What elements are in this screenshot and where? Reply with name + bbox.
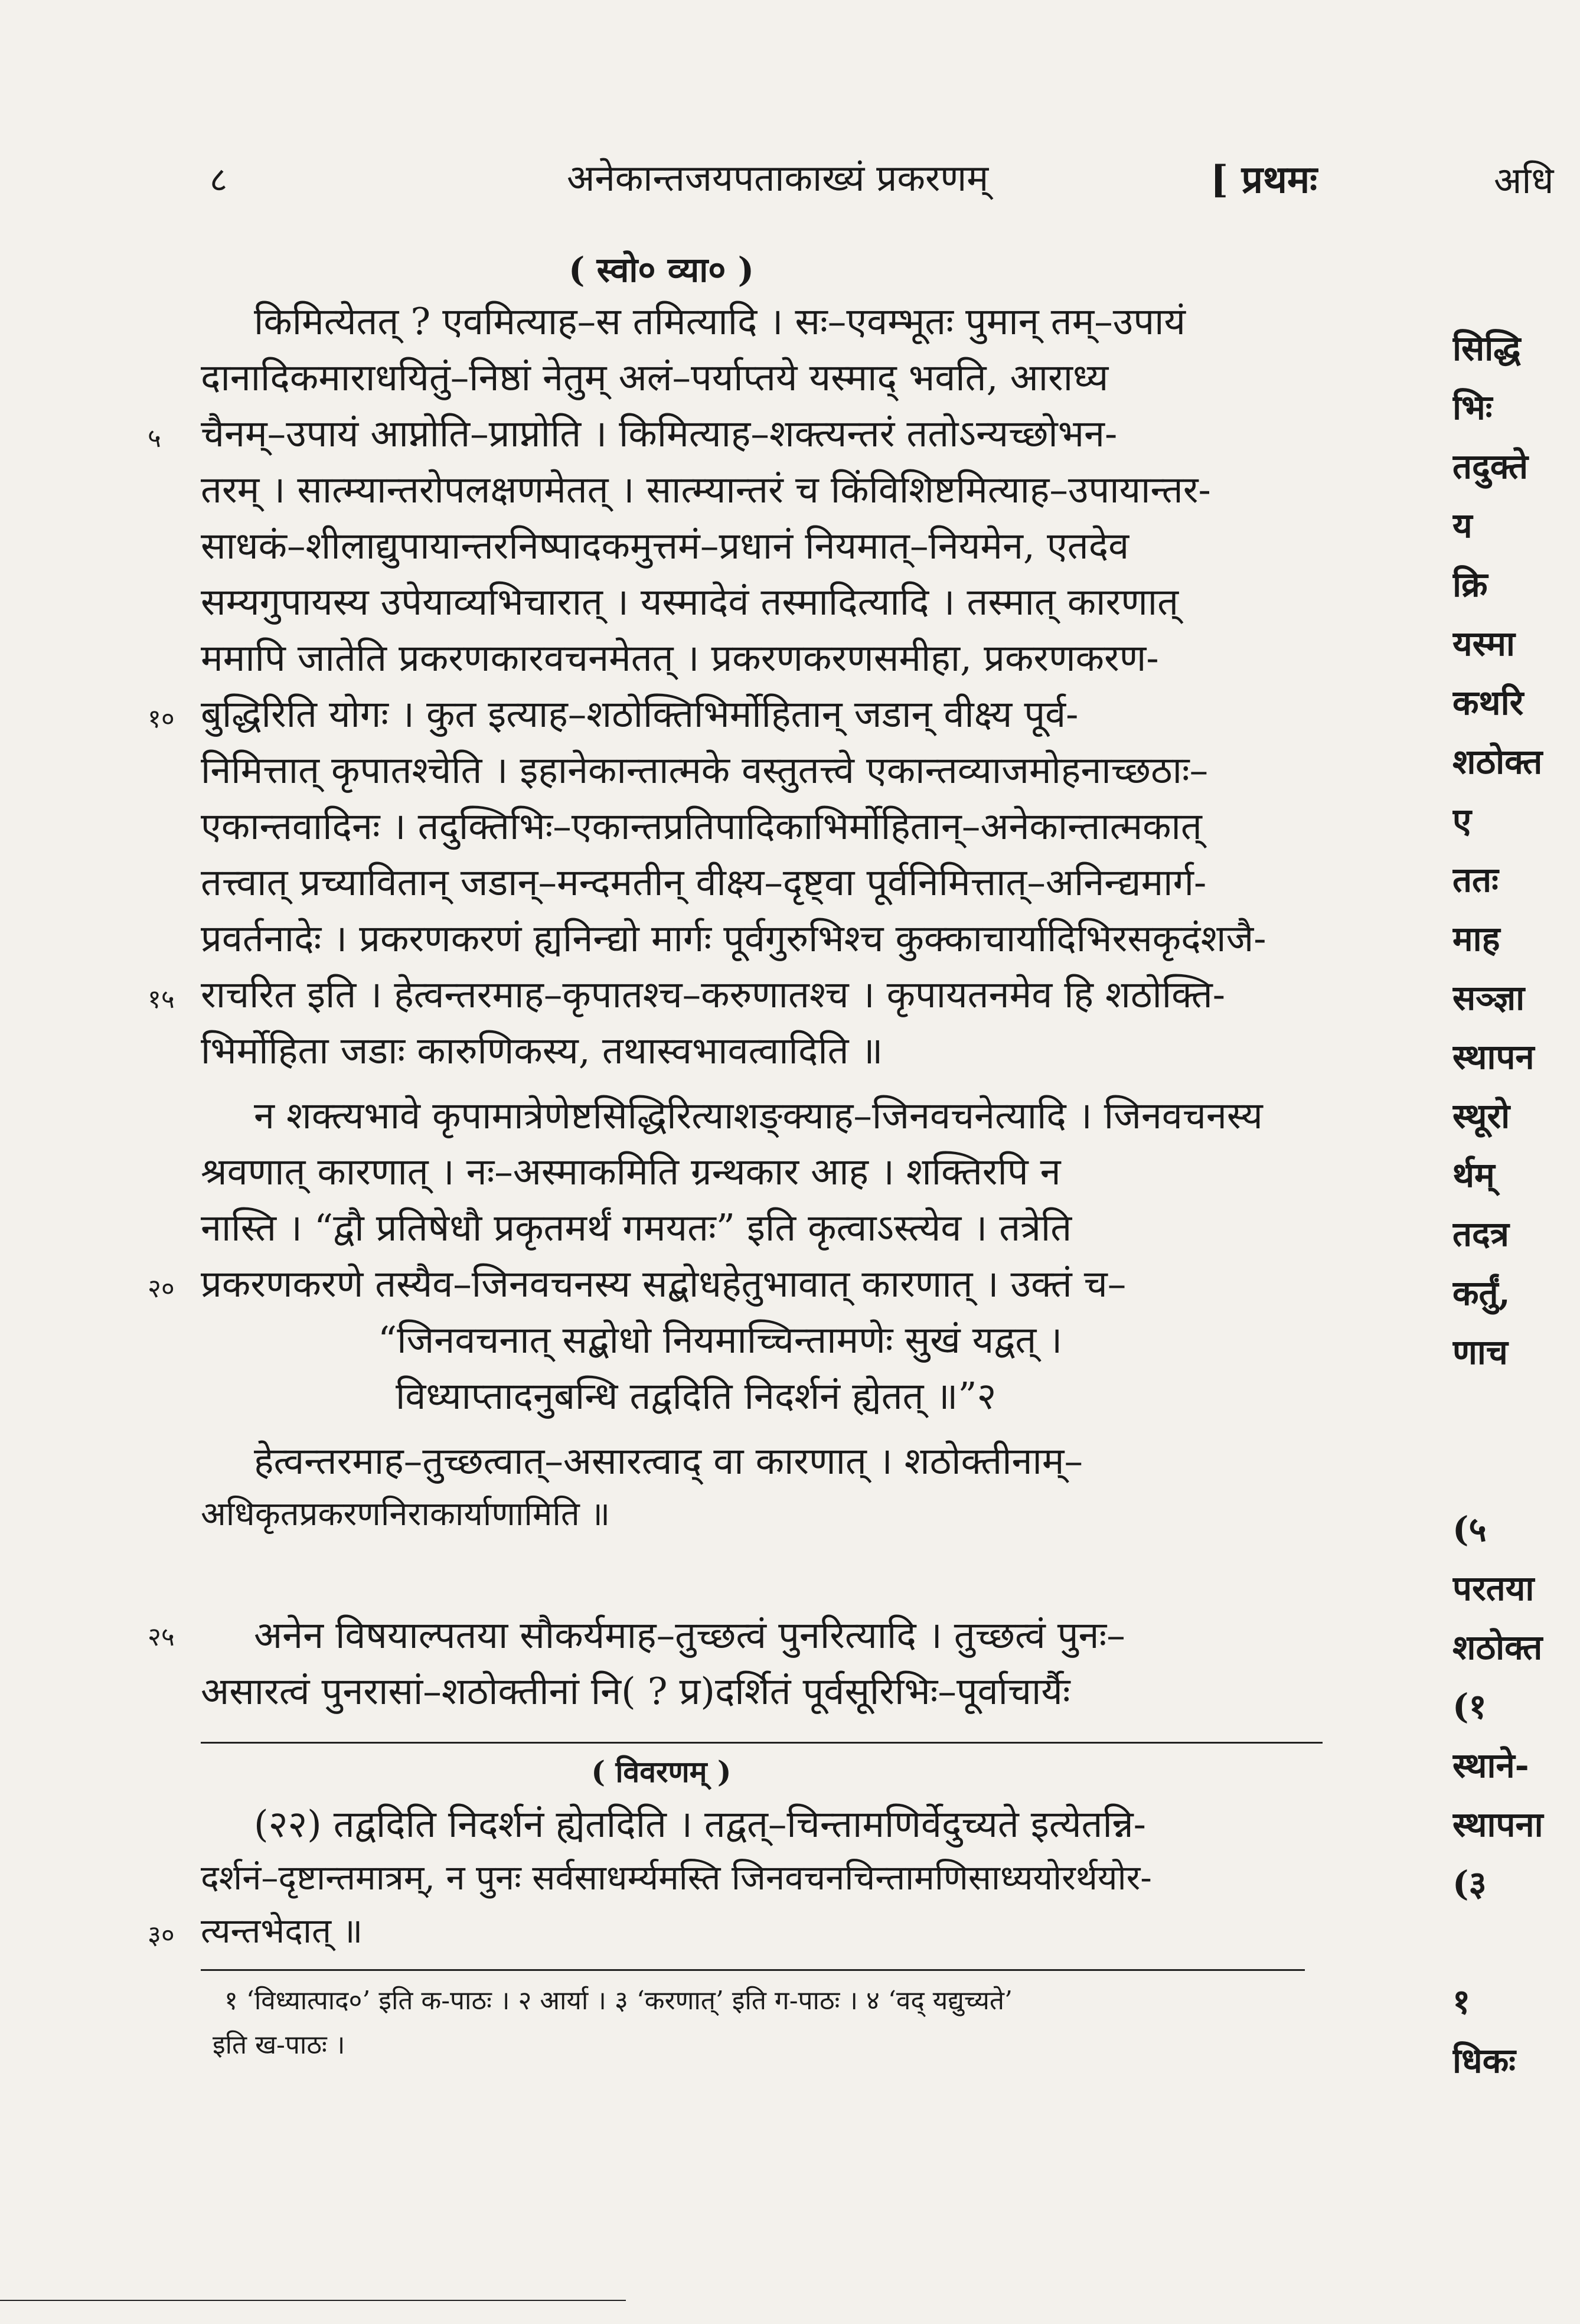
text-line: न शक्त्यभावे कृपामात्रेणेष्टसिद्धिरित्याशङ्क्याह–जिनवचनेत्यादि । जिनवचनस्य xyxy=(254,1094,1263,1137)
text-line: अधिकृतप्रकरणनिराकार्याणामिति ॥ xyxy=(201,1495,611,1533)
line-number: ३० xyxy=(148,1920,175,1950)
running-title: अनेकान्तजयपताकाख्यं प्रकरणम् xyxy=(567,156,989,200)
text-line: साधकं–शीलाद्युपायान्तरनिष्पादकमुत्तमं–प्रधानं नियमात्–नियमेन, एतदेव xyxy=(201,524,1129,567)
text-line: दानादिकमाराधयितुं–निष्ठां नेतुम् अलं–पर्याप्तये यस्माद् भवति, आराध्य xyxy=(201,356,1109,399)
fragment-line: र्थम् xyxy=(1452,1155,1495,1195)
text-line: नास्ति । “द्वौ प्रतिषेधौ प्रकृतमर्थं गमयतः” इति कृत्वाऽस्त्येव । तत्रेति xyxy=(201,1206,1072,1249)
line-number: ५ xyxy=(148,423,161,453)
vivaranam-label: ( विवरणम् ) xyxy=(591,1754,732,1789)
commentary-label: ( स्वो० व्या० ) xyxy=(568,250,755,290)
fragment-line: स्थापना xyxy=(1452,1804,1543,1845)
text-line: चैनम्–उपायं आप्नोति–प्राप्नोति । किमित्याह–शक्त्यन्तरं ततोऽन्यच्छोभन- xyxy=(201,412,1118,455)
text-line: त्यन्तभेदात् ॥ xyxy=(201,1911,363,1951)
footnote-line: १ ‘विध्यात्पाद०’ इति क-पाठः । २ आर्या । ३ ‘करणात्’ इति ग-पाठः । ४ ‘वद् यद्युच्यते’ xyxy=(224,1986,1013,2016)
text-line: हेत्वन्तरमाह–तुच्छत्वात्–असारत्वाद् वा कारणात् । शठोक्तीनाम्– xyxy=(254,1440,1083,1483)
fragment-line: सञ्ज्ञा xyxy=(1452,978,1525,1018)
line-number: २० xyxy=(148,1274,175,1304)
fragment-line: ततः xyxy=(1452,860,1499,900)
line-number: १० xyxy=(148,704,175,734)
text-line: (२२) तद्वदिति निदर्शनं ह्येतदिति । तद्वत्–चिन्तामणिर्वेदुच्यते इत्येतन्नि- xyxy=(254,1803,1146,1846)
fragment-line: स्थाने- xyxy=(1452,1745,1529,1786)
text-line: निमित्तात् कृपातश्चेति । इहानेकान्तात्मके वस्तुतत्त्वे एकान्तव्याजमोहनाच्छठाः– xyxy=(201,749,1209,792)
footnote-divider xyxy=(201,1969,1305,1971)
fragment-line: स्थापन xyxy=(1452,1037,1535,1077)
text-line: प्रवर्तनादेः । प्रकरणकरणं ह्यनिन्द्यो मार्गः पूर्वगुरुभिश्च कुक्काचार्यादिभिरसकृदंशजै- xyxy=(201,917,1266,960)
fragment-line: कर्तुं, xyxy=(1452,1273,1510,1313)
scan-edge-line xyxy=(0,2300,626,2301)
fragment-line: धिकः xyxy=(1452,2041,1516,2081)
fragment-line: भिः xyxy=(1452,387,1493,427)
text-line: बुद्धिरिति योगः । कुत इत्याह–शठोक्तिभिर्मोहितान् जडान् वीक्ष्य पूर्व- xyxy=(201,693,1079,736)
fragment-line: (५ xyxy=(1452,1509,1487,1549)
text-line: ममापि जातेति प्रकरणकारवचनमेतत् । प्रकरणकरणसमीहा, प्रकरणकरण- xyxy=(201,637,1159,680)
text-line: प्रकरणकरणे तस्यैव–जिनवचनस्य सद्बोधहेतुभावात् कारणात् । उक्तं च– xyxy=(201,1262,1127,1305)
section-label: [ प्रथमः xyxy=(1210,158,1318,202)
fragment-line: णाच xyxy=(1452,1332,1508,1372)
text-line: एकान्तवादिनः । तदुक्तिभिः–एकान्तप्रतिपादिकाभिर्मोहितान्–अनेकान्तात्मकात् xyxy=(201,805,1202,848)
fragment-line: (३ xyxy=(1452,1863,1487,1904)
fragment-line xyxy=(1452,1913,1576,1972)
fragment-line xyxy=(1452,1441,1576,1500)
verse-line: विध्याप्तादनुबन्धि तद्वदिति निदर्शनं ह्येतत् ॥”२ xyxy=(396,1375,997,1418)
fragment-line: परतया xyxy=(1452,1568,1535,1608)
line-number: १५ xyxy=(148,984,175,1014)
facing-page-fragment xyxy=(1452,319,1576,2090)
fragment-line: क्रि xyxy=(1452,564,1488,605)
fragment-line: ए xyxy=(1452,801,1472,841)
text-line: सम्यगुपायस्य उपेयाव्यभिचारात् । यस्मादेवं तस्मादित्यादि । तस्मात् कारणात् xyxy=(201,580,1179,624)
fragment-line: माह xyxy=(1452,919,1500,959)
text-line: श्रवणात् कारणात् । नः–अस्माकमिति ग्रन्थकार आह । शक्तिरपि न xyxy=(201,1150,1061,1193)
fragment-line: सिद्धि xyxy=(1452,328,1521,368)
verse-line: “जिनवचनात् सद्बोधो नियमाच्चिन्तामणेः सुखं यद्वत् । xyxy=(378,1318,1063,1362)
line-number: २५ xyxy=(148,1622,175,1652)
fragment-line: तदुक्ते xyxy=(1452,446,1529,487)
page-number: ८ xyxy=(210,159,228,200)
fragment-line xyxy=(1452,1382,1576,1441)
divider xyxy=(201,1742,1323,1744)
text-line: दर्शनं–दृष्टान्तमात्रम्, न पुनः सर्वसाधर्म्यमस्ति जिनवचनचिन्तामणिसाध्ययोरर्थयोर- xyxy=(201,1858,1152,1898)
fragment-line: तदत्र xyxy=(1452,1214,1509,1254)
footnote-line: इति ख-पाठः । xyxy=(213,2030,345,2060)
fragment-line: (१ xyxy=(1452,1686,1487,1726)
text-line: असारत्वं पुनरासां–शठोक्तीनां नि( ? प्र)दर्शितं पूर्वसूरिभिः–पूर्वाचार्यैः xyxy=(201,1670,1070,1713)
text-line: अनेन विषयाल्पतया सौकर्यमाह–तुच्छत्वं पुनरित्यादि । तुच्छत्वं पुनः– xyxy=(254,1614,1125,1657)
fragment-line: शठोक्त xyxy=(1452,1627,1543,1667)
text-line: किमित्येतत् ? एवमित्याह–स तमित्यादि । सः–एवम्भूतः पुमान् तम्–उपायं xyxy=(254,300,1186,343)
text-line: भिर्मोहिता जडाः कारुणिकस्य, तथास्वभावत्वादिति ॥ xyxy=(201,1029,883,1072)
text-line: तत्त्वात् प्रच्यावितान् जडान्–मन्दमतीन् वीक्ष्य–दृष्ट्वा पूर्वनिमित्तात्–अनिन्द्यमार्ग- xyxy=(201,861,1207,904)
fragment-line: १ xyxy=(1452,1982,1471,2022)
text-line: तरम् । सात्म्यान्तरोपलक्षणमेतत् । सात्म्यान्तरं च किंविशिष्टमित्याह–उपायान्तर- xyxy=(201,468,1211,511)
fragment-line: शठोक्त xyxy=(1452,742,1543,782)
fragment-line: कथरि xyxy=(1452,683,1524,723)
fragment-line: य xyxy=(1452,505,1473,546)
fragment-line: यस्मा xyxy=(1452,624,1515,664)
next-page-running-head: अधि xyxy=(1494,159,1554,202)
fragment-line: स्थूरो xyxy=(1452,1096,1510,1136)
text-line: राचरित इति । हेत्वन्तरमाह–कृपातश्च–करुणातश्च । कृपायतनमेव हि शठोक्ति- xyxy=(201,973,1226,1016)
